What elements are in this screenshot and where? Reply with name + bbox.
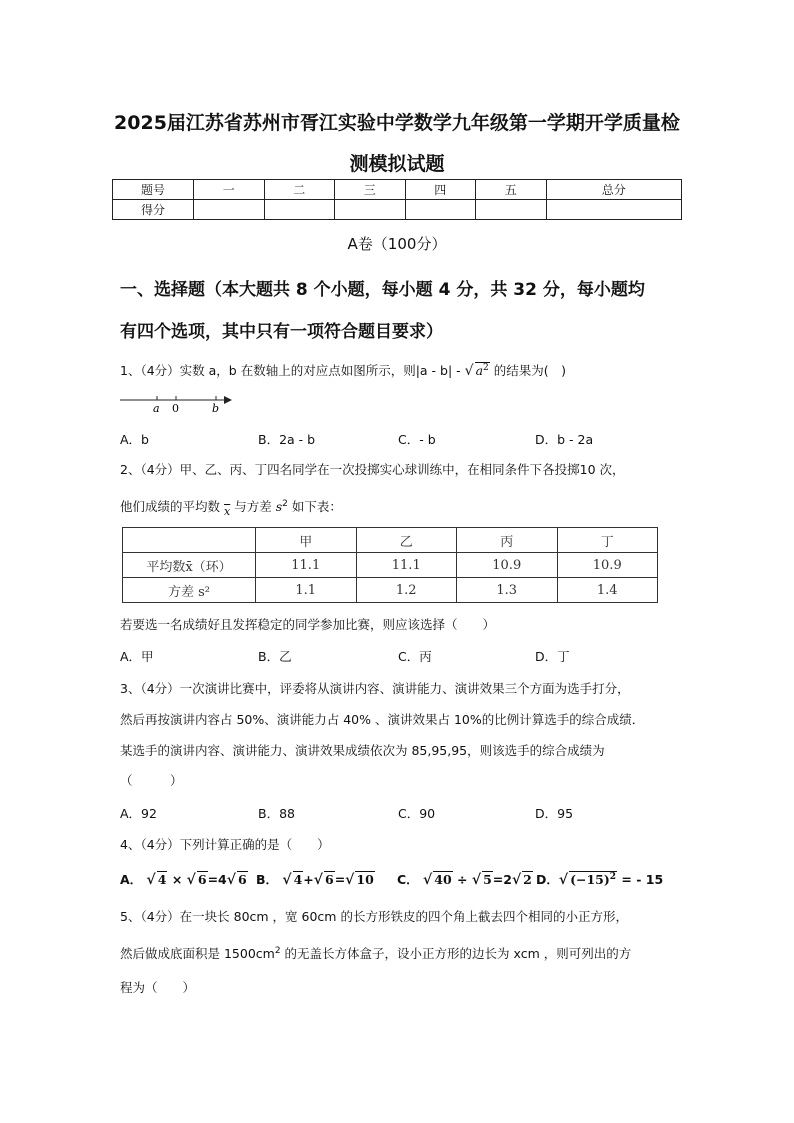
score-header-cell: 二: [264, 180, 335, 200]
radicand: 2: [523, 872, 532, 887]
q2-stem-line2-b: 与方差: [234, 499, 272, 514]
radicand: 6: [237, 872, 247, 887]
axis-label-b: b: [212, 402, 220, 415]
score-cell[interactable]: [476, 200, 547, 220]
q2-s-exp: 2: [282, 498, 288, 509]
page-title-line2: 测模拟试题: [349, 153, 445, 175]
sqrt-icon: √: [423, 872, 433, 888]
q1-option-a[interactable]: A．b: [120, 432, 149, 447]
stats-mean-row: [123, 553, 658, 578]
score-header-cell: 总分: [546, 180, 682, 200]
score-header-cell: 一: [194, 180, 265, 200]
operator: =4: [207, 872, 227, 887]
radicand: 6: [324, 872, 334, 887]
q3-option-a[interactable]: A．92: [120, 806, 157, 821]
score-cell[interactable]: [264, 200, 335, 220]
q3-option-b[interactable]: B．88: [258, 806, 295, 821]
score-header-row: [113, 180, 682, 200]
q1-radicand-exp: 2: [483, 362, 489, 373]
stats-cell: 10.9: [557, 553, 658, 578]
q2-option-b[interactable]: B．乙: [258, 649, 292, 664]
radicand: 5: [483, 872, 492, 887]
operator: =: [334, 872, 346, 887]
radicand: (−15): [570, 872, 610, 887]
q1-radicand: a: [475, 363, 484, 378]
part1-heading-line2: 有四个选项，其中只有一项符合题目要求）: [120, 322, 443, 342]
stats-cell: 1.1: [256, 578, 357, 603]
q3-line: （ ）: [120, 773, 183, 788]
q1-option-b[interactable]: B．2a - b: [258, 432, 316, 447]
operator: ×: [171, 872, 183, 887]
sqrt-icon: √: [186, 872, 196, 888]
result: = - 15: [621, 872, 664, 887]
stats-cell: 11.1: [256, 553, 357, 578]
q4-option-b-label: B．: [256, 872, 279, 887]
stats-header-row: [123, 528, 658, 553]
stats-cell: 1.4: [557, 578, 658, 603]
sqrt-icon: √: [511, 872, 522, 888]
radicand: 6: [197, 872, 207, 887]
q3-line: 3、（4分）一次演讲比赛中，评委将从演讲内容、演讲能力、演讲效果三个方面为选手打分，: [120, 681, 630, 696]
section-a-heading: A卷（100分）: [347, 235, 447, 253]
axis-label-0: 0: [172, 402, 179, 415]
radical: [569, 871, 617, 887]
q4-option-a-label: A．: [120, 872, 143, 887]
stats-header-cell: 乙: [356, 528, 457, 553]
q1-radical: [475, 362, 490, 378]
q5-line3: 程为（ ）: [120, 980, 196, 995]
score-row-label: 得分: [113, 200, 194, 220]
operator: ÷: [457, 872, 468, 887]
q2-stem-line2: [120, 497, 342, 518]
axis-label-a: a: [153, 402, 160, 415]
q1-stem-b: 的结果为( ): [493, 363, 567, 378]
radicand: 10: [356, 872, 374, 887]
q4-option-d[interactable]: [536, 870, 663, 888]
q2-stem-line2-a: 他们成绩的平均数: [120, 499, 221, 514]
sqrt-icon: √: [282, 872, 292, 888]
stats-row-label: 方差 s²: [123, 578, 256, 603]
q4-stem: 4、（4分）下列计算正确的是（ ）: [120, 837, 330, 852]
score-header-cell: 题号: [113, 180, 194, 200]
q2-stem-line2-c: 如下表：: [291, 499, 342, 514]
q1-option-c[interactable]: C．- b: [398, 432, 436, 447]
q3-line: 然后再按演讲内容占 50%、演讲能力占 40% 、演讲效果占 10%的比例计算选手的综合成绩．: [120, 712, 645, 727]
score-cell[interactable]: [546, 200, 682, 220]
sqrt-icon: √: [558, 872, 569, 888]
stats-table: [122, 527, 658, 603]
q4-option-d-label: D．: [536, 872, 559, 887]
stats-header-cell: 丙: [457, 528, 558, 553]
q4-option-c[interactable]: [397, 870, 533, 888]
q3-line: 某选手的演讲内容、演讲能力、演讲效果成绩依次为 85,95,95，则该选手的综合成绩为: [120, 743, 605, 758]
sqrt-icon: √: [146, 872, 156, 888]
arrow-head-icon: [224, 396, 232, 404]
sqrt-icon: √: [226, 872, 236, 888]
radicand-exp: 2: [609, 871, 617, 882]
stats-cell: 1.3: [457, 578, 558, 603]
q2-option-d[interactable]: D．丁: [535, 649, 570, 664]
stats-header-cell: 甲: [256, 528, 357, 553]
sqrt-icon: √: [464, 363, 474, 379]
q1-option-d[interactable]: D．b - 2a: [535, 432, 594, 447]
q5-line2: [120, 944, 631, 962]
stats-cell: 11.1: [356, 553, 457, 578]
radicand: 4: [293, 872, 303, 887]
score-value-row: [113, 200, 682, 220]
q4-option-c-label: C．: [397, 872, 419, 887]
q5-line1: 5、（4分）在一块长 80cm ，宽 60cm 的长方形铁皮的四个角上截去四个相同的小正方形，: [120, 909, 628, 924]
q3-option-d[interactable]: D．95: [535, 806, 574, 821]
q2-question: 若要选一名成绩好且发挥稳定的同学参加比赛，则应该选择（ ）: [120, 617, 496, 632]
score-table: [112, 179, 682, 220]
q4-option-b[interactable]: [256, 870, 375, 888]
q1-stem-a: 1、（4分）实数 a，b 在数轴上的对应点如图所示，则|a - b| -: [120, 363, 461, 378]
q5-line2-exp: 2: [274, 945, 281, 956]
sqrt-icon: √: [471, 872, 482, 888]
operator: =2: [492, 872, 512, 887]
stats-variance-row: [123, 578, 658, 603]
number-line-figure: [120, 391, 240, 415]
part1-heading-line1: 一、选择题（本大题共 8 个小题，每小题 4 分，共 32 分，每小题均: [120, 280, 645, 300]
score-cell[interactable]: [194, 200, 265, 220]
score-header-cell: 五: [476, 180, 547, 200]
page-title-line1: 2025届江苏省苏州市胥江实验中学数学九年级第一学期开学质量检: [114, 112, 680, 134]
stats-header-cell: [123, 528, 256, 553]
q2-option-a[interactable]: A．甲: [120, 649, 154, 664]
stats-cell: 10.9: [457, 553, 558, 578]
q3-option-c[interactable]: C．90: [398, 806, 436, 821]
q5-line2-b: 的无盖长方体盒子，设小正方形的边长为 xcm ，则可列出的方: [280, 946, 632, 961]
stats-cell: 1.2: [356, 578, 457, 603]
stats-row-label: 平均数x̄（环）: [123, 553, 256, 578]
q1-stem: [120, 361, 566, 379]
operator: +: [303, 872, 314, 887]
score-header-cell: 三: [335, 180, 406, 200]
score-cell[interactable]: [405, 200, 476, 220]
sqrt-icon: √: [345, 872, 355, 888]
q2-xbar: $\overline{x}$: [224, 505, 231, 518]
q2-stem-line1: 2、（4分）甲、乙、丙、丁四名同学在一次投掷实心球训练中，在相同条件下各投掷10 次，: [120, 462, 625, 477]
radicand: 40: [434, 872, 452, 887]
q2-option-c[interactable]: C．丙: [398, 649, 432, 664]
q4-option-a[interactable]: [120, 870, 248, 888]
stats-header-cell: 丁: [557, 528, 658, 553]
sqrt-icon: √: [313, 872, 323, 888]
score-header-cell: 四: [405, 180, 476, 200]
score-cell[interactable]: [335, 200, 406, 220]
q2-s: s: [275, 499, 283, 514]
q5-line2-a: 然后做成底面积是 1500cm: [120, 946, 275, 961]
radicand: 4: [157, 872, 167, 887]
